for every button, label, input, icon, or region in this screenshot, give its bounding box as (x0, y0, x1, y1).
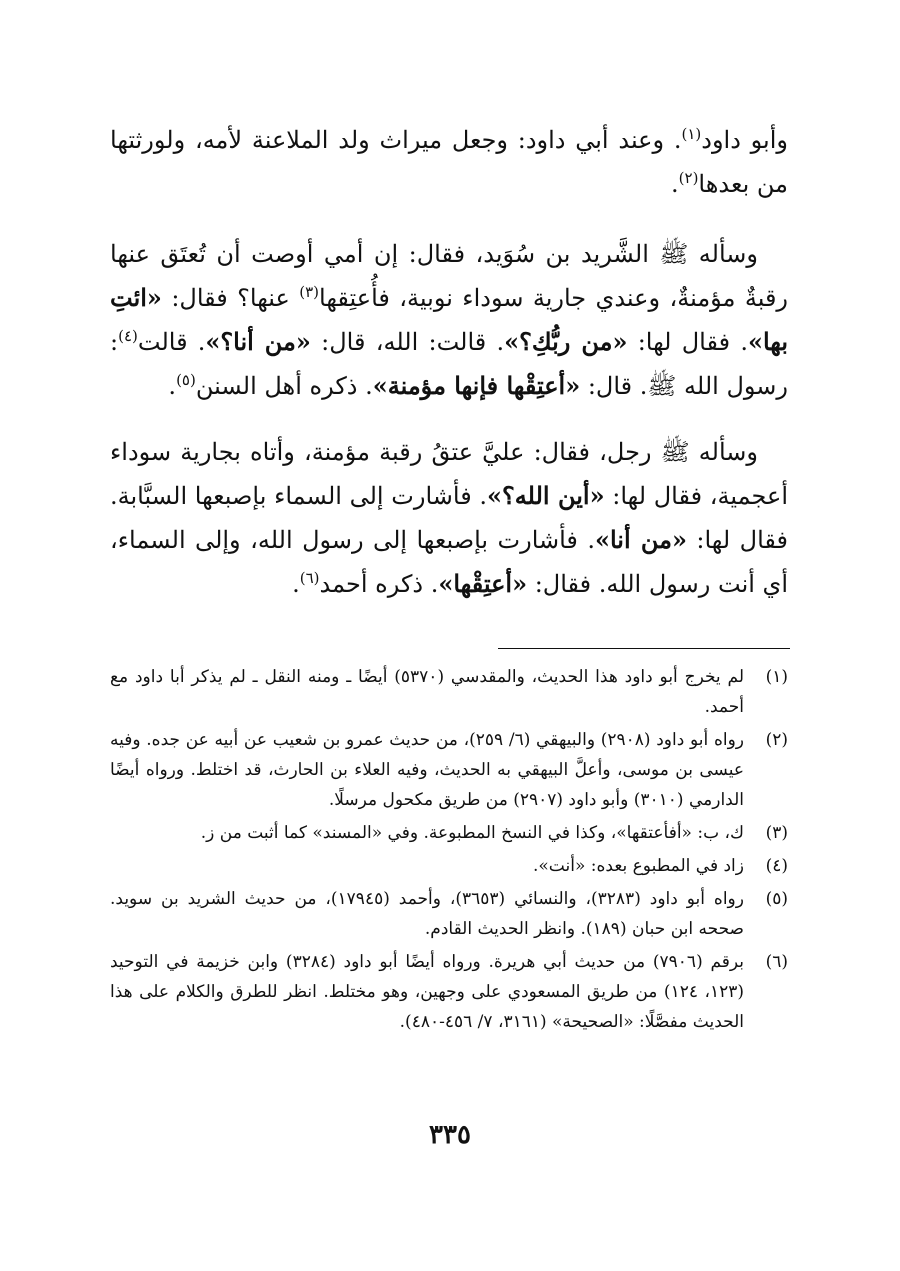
hadith-quote: «أعتِقْها فإنها مؤمنة» (372, 371, 581, 400)
hadith-quote: «أين الله؟» (487, 481, 605, 510)
footnote-item (110, 947, 788, 1037)
paragraph-2-text: وسأله ﷺ الشَّريد بن سُوَيد، فقال: إن أمي أوصت أن تُعتَق عنها رقبةٌ مؤمنةٌ، وعندي جارية سوداء نوبية، فأُعتِقها (110, 240, 789, 312)
footnote-ref-4[interactable]: (٤) (118, 327, 138, 345)
paragraph-2-text: . قالت: الله، قال: (310, 328, 505, 356)
paragraph-2-text: . ذكره أهل السنن (195, 372, 373, 400)
footnote-number: (٢) (765, 730, 788, 750)
footnote-ref-5[interactable]: (٥) (176, 371, 196, 389)
paragraph-1 (110, 118, 788, 206)
paragraph-2-text: . فقال لها: (627, 328, 748, 356)
paragraph-3-text: وسأله ﷺ رجل، فقال: عليَّ عتقُ رقبة مؤمنة، وأتاه بجارية سوداء أعجمية، فقال لها: (110, 438, 789, 510)
paragraph-3-text: . (292, 570, 300, 598)
footnote-ref-2[interactable]: (٢) (678, 169, 699, 187)
footnote-text: برقم (٧٩٠٦) من حديث أبي هريرة. ورواه أيضًا أبو داود (٣٢٨٤) وابن خزيمة في التوحيد (١٢٣، ١٢٤) من طريق المسعودي على وجهين، وهو مختلط. انظر للطرق والكلام على هذا الحديث مفصَّلًا: «الصحيحة» (٣١٦١، ٧/ ٤٥٦-٤٨٠). (110, 952, 745, 1032)
footnotes-section (110, 662, 788, 1040)
main-text (110, 118, 788, 628)
footnote-item (110, 725, 788, 815)
paragraph-3-text: . فأشارت بإصبعها إلى رسول الله، وإلى السماء، أي أنت رسول الله. فقال: (110, 526, 788, 598)
hadith-quote: «من ربُّكِ؟» (504, 327, 628, 356)
footnote-text: رواه أبو داود (٣٢٨٣)، والنسائي (٣٦٥٣)، وأحمد (١٧٩٤٥)، من حديث الشريد بن سويد. صححه ابن حبان (١٨٩). وانظر الحديث القادم. (110, 889, 744, 939)
hadith-quote: «من أنا؟» (205, 327, 311, 356)
footnote-item (110, 851, 788, 881)
paragraph-2-text: . قالت (137, 328, 206, 356)
footnote-item (110, 662, 788, 722)
footnote-number: (٥) (765, 889, 788, 909)
footnote-divider (498, 648, 790, 649)
footnote-ref-1[interactable]: (١) (681, 125, 702, 143)
footnote-item (110, 818, 788, 848)
paragraph-3-text: . فأشارت إلى السماء بإصبعها السبَّابة. فقال لها: (110, 482, 788, 554)
paragraph-2-text: عنها؟ فقال: (161, 284, 300, 312)
footnote-text: ك، ب: «أفأعتقها»، وكذا في النسخ المطبوعة. وفي «المسند» كما أثبت من ز. (200, 823, 744, 843)
footnote-number: (١) (765, 667, 788, 687)
footnote-text: رواه أبو داود (٢٩٠٨) والبيهقي (٦/ ٢٥٩)، من حديث عمرو بن شعيب عن أبيه عن جده. وفيه عيسى بن موسى، وأعلَّ البيهقي به الحديث، وفيه العلاء بن الحارث، قد اختلط. ورواه أيضًا الدارمي (٣٠١٠) وأبو داود (٢٩٠٧) من طريق مكحول مرسلًا. (110, 730, 744, 810)
hadith-quote: «أعتِقْها» (438, 569, 528, 598)
paragraph-3 (110, 430, 788, 606)
paragraph-1-text: وأبو داود (701, 126, 788, 154)
paragraph-2 (110, 232, 788, 408)
footnote-text: زاد في المطبوع بعده: «أنت». (533, 856, 744, 876)
hadith-quote: «ائتِ بها» (110, 283, 789, 356)
paragraph-2-text: . (168, 372, 177, 400)
paragraph-3-text: . ذكره أحمد (319, 570, 439, 598)
paragraph-1-text: . (671, 170, 679, 198)
footnote-number: (٣) (765, 823, 788, 843)
paragraph-1-text: . وعند أبي داود: وجعل ميراث ولد الملاعنة لأمه، ولورثتها من بعدها (110, 126, 788, 198)
footnote-number: (٦) (765, 952, 788, 972)
page-number: ٣٣٥ (429, 1120, 471, 1150)
paragraph-2-text: : رسول الله ﷺ. قال: (110, 328, 788, 400)
footnote-item (110, 884, 788, 944)
footnote-number: (٤) (765, 856, 788, 876)
footnote-text: لم يخرج أبو داود هذا الحديث، والمقدسي (٥٣٧٠) أيضًا ـ ومنه النقل ـ لم يذكر أبا داود مع أحمد. (110, 667, 744, 717)
hadith-quote: «من أنا» (594, 525, 687, 554)
footnote-ref-3[interactable]: (٣) (299, 283, 320, 301)
footnote-ref-6[interactable]: (٦) (299, 569, 320, 587)
